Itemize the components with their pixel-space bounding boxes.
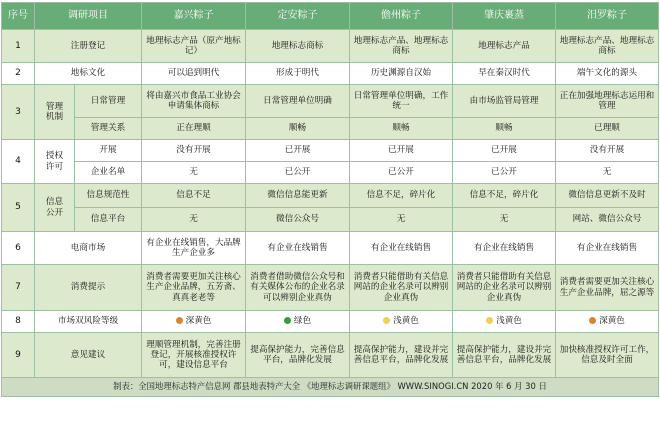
- risk-label: 浅黄色: [393, 316, 419, 327]
- table-cell: 加快核准授权许可工作，信息及时全面: [556, 333, 659, 378]
- row-seq: 7: [2, 265, 35, 311]
- table-cell: 有企业在线销售: [453, 232, 556, 265]
- table-row: [2, 85, 659, 118]
- table-cell: 将由嘉兴市食品工业协会申请集体商标: [142, 85, 246, 118]
- table-cell: 正在理顺: [142, 118, 246, 140]
- table-cell: 无: [142, 208, 246, 232]
- table-cell: 消费者只能借助有关信息网站的企业名录可以辨别企业真伪: [350, 265, 453, 311]
- table-cell: 网站、微信公众号: [556, 208, 659, 232]
- table-cell: 消费者需要更加关注核心生产企业品牌，五芳斋、真真老老等: [142, 265, 246, 311]
- risk-cell: [246, 311, 350, 333]
- row-subitem: 开展: [75, 140, 142, 162]
- table-cell: 地理标志产品（原产地标记）: [142, 30, 246, 63]
- risk-cell: [556, 311, 659, 333]
- header-brand-jiaxing: 嘉兴粽子: [142, 3, 246, 30]
- table-row: [2, 333, 659, 378]
- footer-note: 制表：全国地理标志特产信息网 郡县地表特产大全 《地理标志调研课题组》 WWW.SINOGI.CN 2020 年 6 月 30 日: [2, 378, 659, 397]
- risk-label: 浅黄色: [496, 316, 522, 327]
- table-cell: 无: [350, 208, 453, 232]
- table-row: [2, 118, 659, 140]
- table-row: [2, 30, 659, 63]
- table-cell: 已开展: [246, 140, 350, 162]
- table-cell: 可以追到明代: [142, 63, 246, 85]
- row-group-label: [35, 140, 75, 184]
- table-cell: 已开展: [350, 140, 453, 162]
- table-cell: 提高保护能力，完善信息平台，品牌化发展: [246, 333, 350, 378]
- table-cell: 历史渊源自汉始: [350, 63, 453, 85]
- risk-dot: [284, 317, 291, 324]
- table-cell: 消费者借助微信公众号和有关媒体公布的企业名录可以辨别企业真伪: [246, 265, 350, 311]
- header-brand-zhaoqing: 肇庆裹蒸: [453, 3, 556, 30]
- risk-label: 绿色: [293, 316, 312, 327]
- row-seq: 5: [2, 184, 35, 232]
- risk-dot: [383, 317, 390, 324]
- row-item: 意见建议: [35, 333, 142, 378]
- row-group-label: [35, 85, 75, 140]
- table-cell: 地理标志产品、地理标志商标: [556, 30, 659, 63]
- table-row: [2, 232, 659, 265]
- table-cell: 理顺管理机制，完善注册登记，开展核准授权许可，建设信息平台: [142, 333, 246, 378]
- risk-cell: [350, 311, 453, 333]
- table-cell: 地理标志产品: [453, 30, 556, 63]
- table-cell: 提高保护能力，建设并完善信息平台，品牌化发展: [453, 333, 556, 378]
- row-seq: 8: [2, 311, 35, 333]
- table-cell: 地理标志商标: [246, 30, 350, 63]
- header-row: [2, 3, 659, 30]
- table-cell: 日常管理单位明确: [246, 85, 350, 118]
- table-cell: 无: [556, 162, 659, 184]
- header-seq: 序号: [2, 3, 35, 30]
- row-group-line: 公开: [45, 207, 64, 218]
- row-seq: 3: [2, 85, 35, 140]
- risk-dot: [176, 317, 183, 324]
- row-item: 电商市场: [35, 232, 142, 265]
- table-cell: 没有开展: [142, 140, 246, 162]
- row-item: 市场双风险等级: [35, 311, 142, 333]
- table-cell: 已公开: [350, 162, 453, 184]
- table-cell: 有企业在线销售: [246, 232, 350, 265]
- row-subitem: 信息平台: [75, 208, 142, 232]
- table-cell: 无: [142, 162, 246, 184]
- table-row: [2, 162, 659, 184]
- table-cell: 已公开: [453, 162, 556, 184]
- survey-table: [1, 2, 659, 397]
- footer-row: [2, 378, 659, 397]
- row-subitem: 日常管理: [75, 85, 142, 118]
- table-cell: 微信信息能更新: [246, 184, 350, 208]
- risk-label: 深黄色: [185, 316, 212, 327]
- table-row: [2, 184, 659, 208]
- table-cell: 有企业在线销售: [556, 232, 659, 265]
- table-cell: 已公开: [246, 162, 350, 184]
- table-cell: 微信信息更新不及时: [556, 184, 659, 208]
- table-cell: 没有开展: [556, 140, 659, 162]
- table-cell: 信息不足: [142, 184, 246, 208]
- row-group-line: 授权: [45, 151, 64, 162]
- table-row: [2, 265, 659, 311]
- header-brand-danzhou: 儋州粽子: [350, 3, 453, 30]
- row-group-label: [35, 184, 75, 232]
- table-cell: 提高保护能力，建设并完善信息平台，品牌化发展: [350, 333, 453, 378]
- table-cell: 微信公众号: [246, 208, 350, 232]
- table-row: [2, 208, 659, 232]
- row-seq: 9: [2, 333, 35, 378]
- table-row: [2, 311, 659, 333]
- table-cell: 早在秦汉时代: [453, 63, 556, 85]
- row-seq: 2: [2, 63, 35, 85]
- row-group-line: 机制: [45, 112, 64, 122]
- row-group-line: 管理: [45, 101, 64, 112]
- table-cell: 由市场监管局管理: [453, 85, 556, 118]
- row-item: 地标文化: [35, 63, 142, 85]
- table-cell: 无: [453, 208, 556, 232]
- row-group-line: 许可: [45, 161, 64, 172]
- row-seq: 6: [2, 232, 35, 265]
- table-cell: 地理标志产品、地理标志商标: [350, 30, 453, 63]
- risk-dot: [589, 317, 596, 324]
- table-cell: 消费者只能借助有关信息网站的企业名录可以辨别企业真伪: [453, 265, 556, 311]
- table-row: [2, 63, 659, 85]
- row-item: 消费提示: [35, 265, 142, 311]
- table-cell: 日常管理单位明确，工作统一: [350, 85, 453, 118]
- table-cell: 有企业在线销售: [350, 232, 453, 265]
- row-item: 注册登记: [35, 30, 142, 63]
- row-subitem: 企业名单: [75, 162, 142, 184]
- header-item: 调研项目: [35, 3, 142, 30]
- table-cell: 信息不足，碎片化: [453, 184, 556, 208]
- table-cell: 形成于明代: [246, 63, 350, 85]
- risk-cell: [142, 311, 246, 333]
- table-cell: 顺畅: [453, 118, 556, 140]
- table-cell: 信息不足，碎片化: [350, 184, 453, 208]
- risk-cell: [453, 311, 556, 333]
- row-subitem: 管理关系: [75, 118, 142, 140]
- table-cell: 有企业在线销售，大品牌生产企业多: [142, 232, 246, 265]
- table-row: [2, 140, 659, 162]
- table-cell: 顺畅: [350, 118, 453, 140]
- row-seq: 1: [2, 30, 35, 63]
- row-subitem: 信息规范性: [75, 184, 142, 208]
- table-cell: 已开展: [453, 140, 556, 162]
- table-cell: 顺畅: [246, 118, 350, 140]
- table-cell: 消费者需要更加关注核心生产企业品牌，屈之源等: [556, 265, 659, 311]
- row-seq: 4: [2, 140, 35, 184]
- row-group-line: 信息: [45, 197, 64, 208]
- risk-label: 深黄色: [599, 316, 625, 327]
- table-cell: 正在加强地理标志运用和管理: [556, 85, 659, 118]
- header-brand-dingan: 定安粽子: [246, 3, 350, 30]
- table-cell: 端午文化的源头: [556, 63, 659, 85]
- header-brand-miluo: 汨罗粽子: [556, 3, 659, 30]
- table-cell: 已理顺: [556, 118, 659, 140]
- risk-dot: [486, 317, 493, 324]
